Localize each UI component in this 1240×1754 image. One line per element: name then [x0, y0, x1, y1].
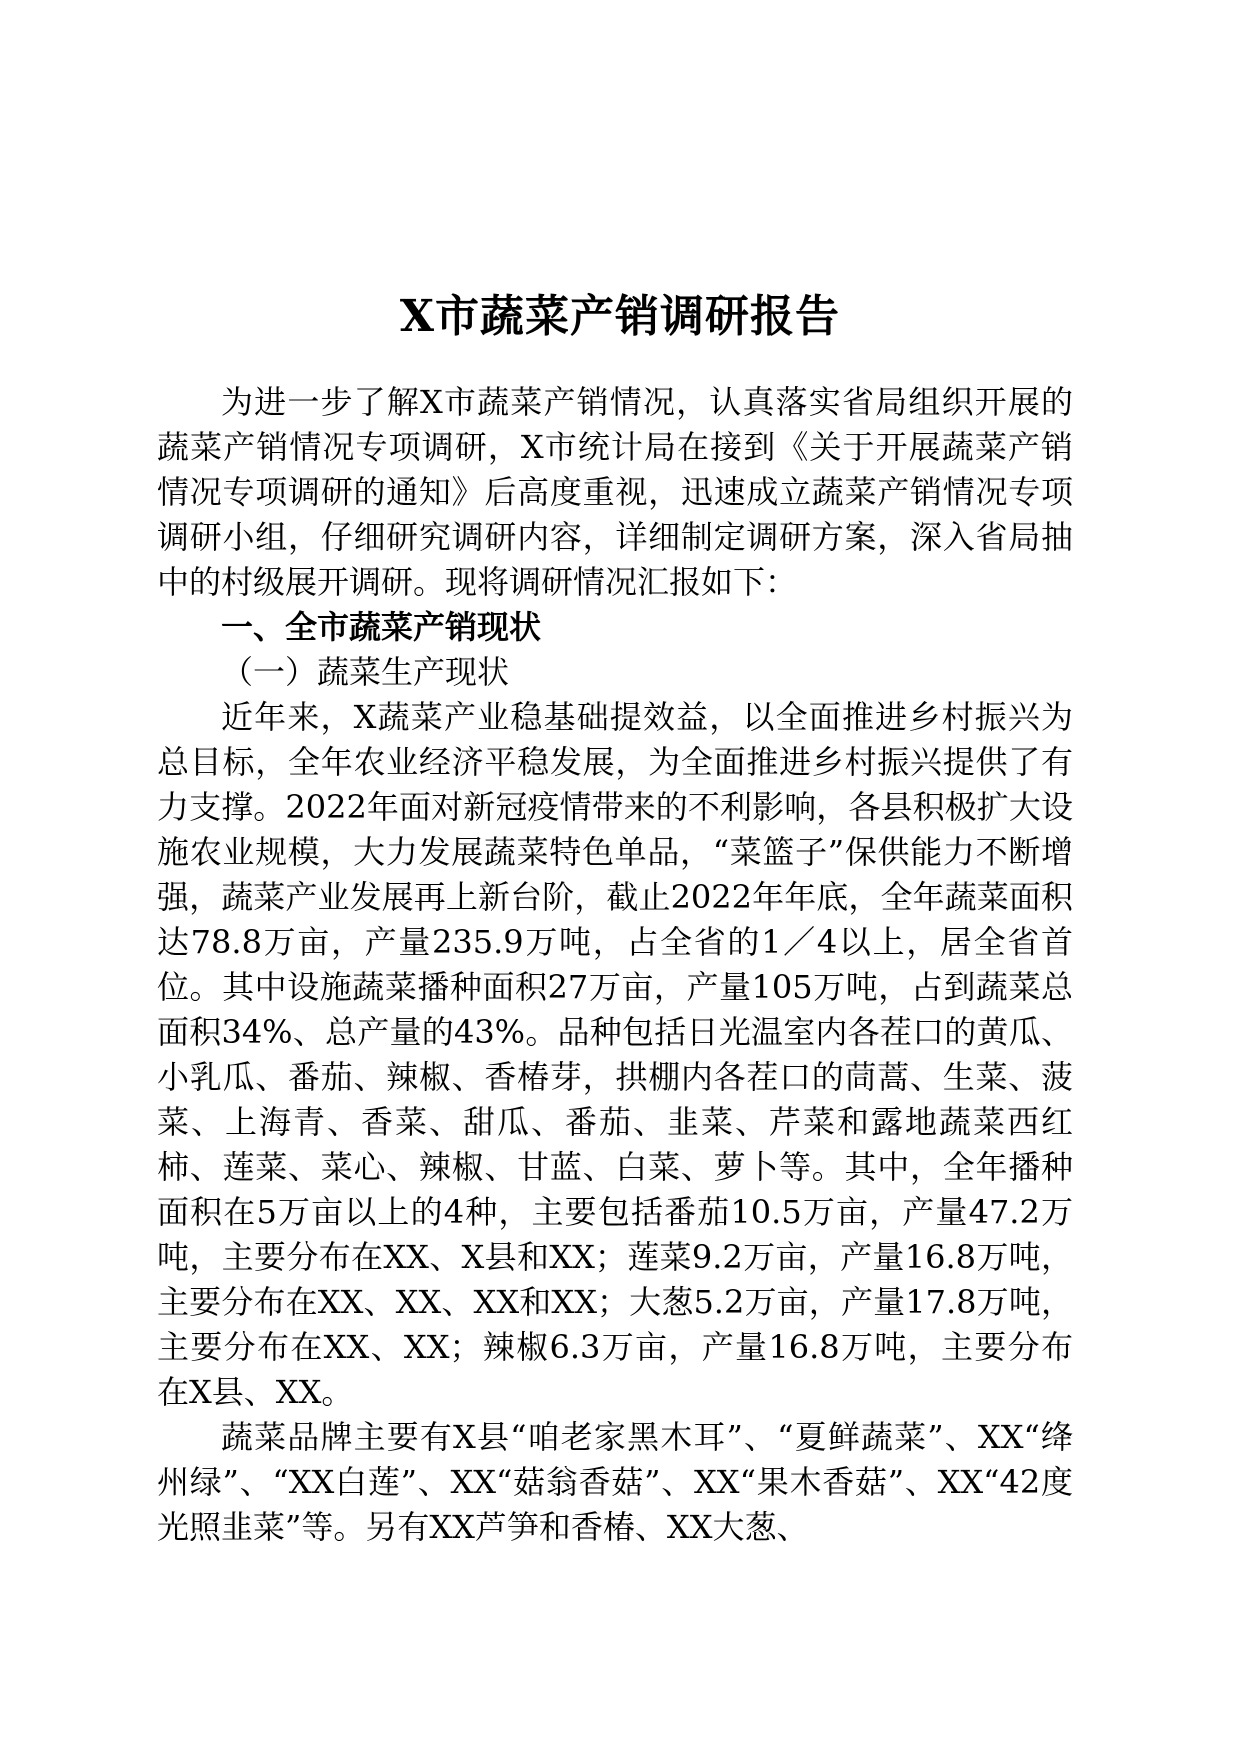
body-paragraph: 近年来，X蔬菜产业稳基础提效益，以全面推进乡村振兴为总目标，全年农业经济平稳发展，为全面推进乡村振兴提供了有力支撑。2022年面对新冠疫情带来的不利影响，各县积极扩大设施农业规模，大力发展蔬菜特色单品，“菜篮子”保供能力不断增强，蔬菜产业发展再上新台阶，截止2022年年底，全年蔬菜面积达78.8万亩，产量235.9万吨，占全省的1／4以上，居全省首位。其中设施蔬菜播种面积27万亩，产量105万吨，占到蔬菜总面积34%、总产量的43%。品种包括日光温室内各茬口的黄瓜、小乳瓜、番茄、辣椒、香椿芽，拱棚内各茬口的茼蒿、生菜、菠菜、上海青、香菜、甜瓜、番茄、韭菜、芹菜和露地蔬菜西红柿、莲菜、菜心、辣椒、甘蓝、白菜、萝卜等。其中，全年播种面积在5万亩以上的4种，主要包括番茄10.5万亩，产量47.2万吨，主要分布在XX、X县和XX；莲菜9.2万亩，产量16.8万吨，主要分布在XX、XX、XX和XX；大葱5.2万亩，产量17.8万吨，主要分布在XX、XX；辣椒6.3万亩，产量16.8万吨，主要分布在X县、XX。 — [157, 698, 1073, 1411]
body-paragraph: 蔬菜品牌主要有X县“咱老家黑木耳”、“夏鲜蔬菜”、XX“绛州绿”、“XX白莲”、XX“菇翁香菇”、XX“果木香菇”、XX“42度光照韭菜”等。另有XX芦笋和香椿、XX大葱、 — [157, 1418, 1073, 1546]
document-body — [157, 380, 1073, 1550]
subsection-heading: （一）蔬菜生产现状 — [221, 653, 510, 691]
document-title: X市蔬菜产销调研报告 — [399, 291, 841, 343]
intro-paragraph: 为进一步了解X市蔬菜产销情况，认真落实省局组织开展的蔬菜产销情况专项调研，X市统计局在接到《关于开展蔬菜产销情况专项调研的通知》后高度重视，迅速成立蔬菜产销情况专项调研小组，仔细研究调研内容，详细制定调研方案，深入省局抽中的村级展开调研。现将调研情况汇报如下： — [157, 383, 1073, 601]
section-heading: 一、全市蔬菜产销现状 — [221, 608, 542, 646]
